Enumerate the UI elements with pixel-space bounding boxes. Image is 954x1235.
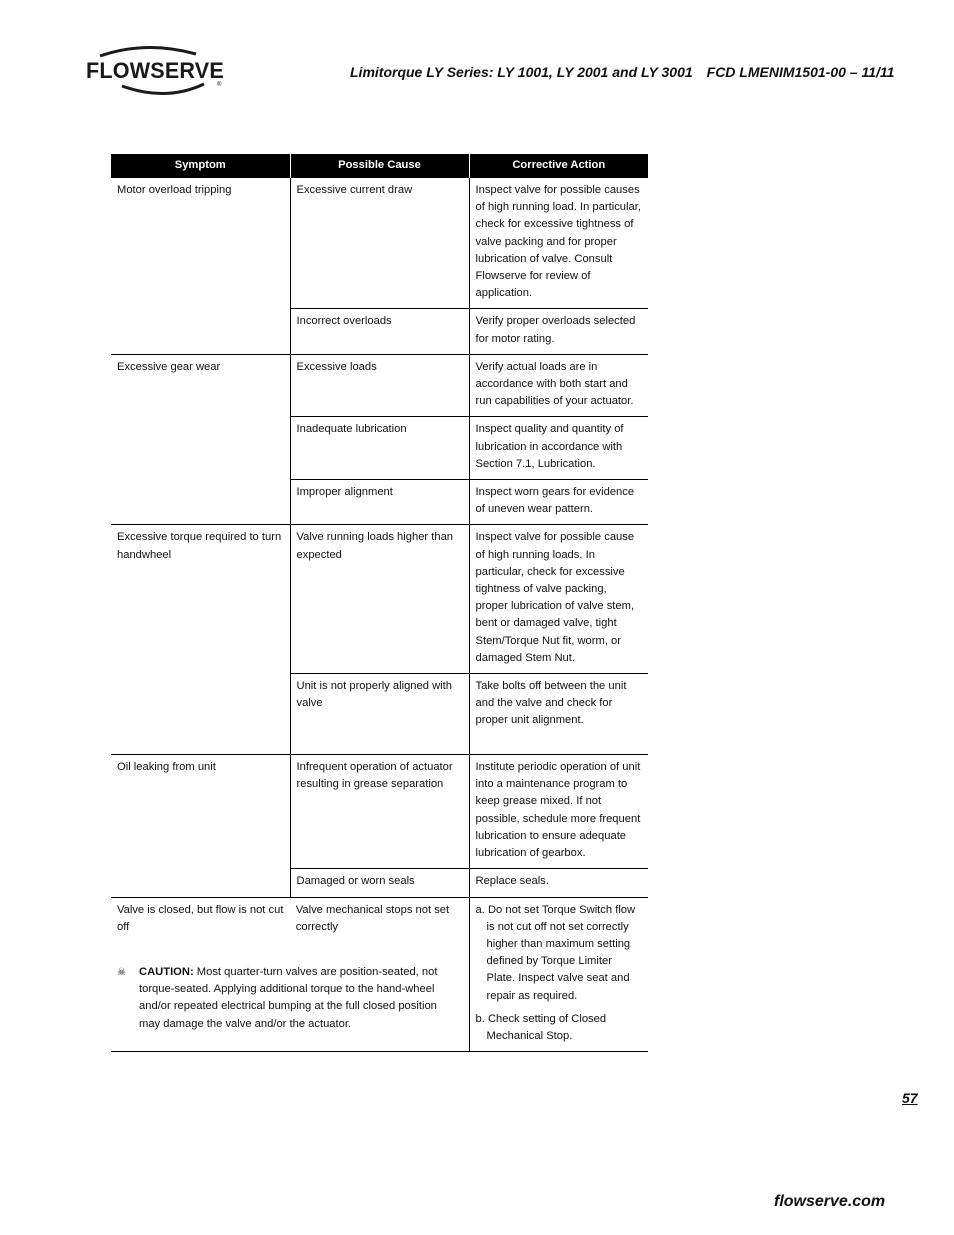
- logo-wordmark: FLOWSERVE: [86, 58, 224, 83]
- cause-cell: Valve running loads higher than expected: [290, 525, 469, 674]
- symptom-cell: Excessive gear wear: [111, 354, 290, 525]
- troubleshooting-table: [111, 154, 648, 1052]
- caution-label: CAUTION:: [139, 965, 194, 978]
- cause-cell: Improper alignment: [290, 480, 469, 525]
- symptom-cell: Excessive torque required to turn handwheel: [111, 525, 290, 755]
- table-row: [111, 178, 648, 309]
- caution-note: [111, 964, 469, 1047]
- caution-text: Most quarter-turn valves are position-seated, not torque-seated. Applying additional torque to the hand-wheel and/or repeated electrical bumping at the full closed position may damage the valve and/or the actuator.: [139, 965, 438, 1030]
- action-cell: [469, 897, 648, 1052]
- cause-cell: Inadequate lubrication: [290, 417, 469, 480]
- table-row: [111, 755, 648, 869]
- column-header-possible-cause: Possible Cause: [290, 154, 469, 178]
- document-code: FCD LMENIM1501-00 – 11/11: [706, 64, 895, 80]
- page-number: 57: [902, 1090, 918, 1106]
- action-cell: Inspect valve for possible causes of high running load. In particular, check for excessive tightness of valve packing and for proper lubrication of valve. Consult Flowserve for review of application.: [469, 178, 648, 309]
- action-cell: Inspect valve for possible cause of high running loads. In particular, check for excessive tightness of valve packing, proper lubrication of valve stem, bent or damaged valve, tight Stem/Torque Nut fit, worm, or damaged Stem Nut.: [469, 525, 648, 674]
- action-step-a: a. Do not set Torque Switch flow is not cut off not set correctly higher than maximum setting defined by Torque Limiter Plate. Inspect valve seat and repair as required.: [475, 903, 636, 1002]
- caution-icon: ☠: [117, 966, 126, 978]
- cause-cell: Valve mechanical stops not set correctly: [295, 903, 450, 933]
- action-cell: Inspect quality and quantity of lubrication in accordance with Section 7.1, Lubrication.: [469, 417, 648, 480]
- cause-cell: Damaged or worn seals: [290, 869, 469, 897]
- column-header-symptom: Symptom: [111, 154, 290, 178]
- action-cell: Inspect worn gears for evidence of uneven wear pattern.: [469, 480, 648, 525]
- cause-cell: Incorrect overloads: [290, 309, 469, 354]
- cause-cell: Infrequent operation of actuator resulting in grease separation: [290, 755, 469, 869]
- action-step-b: b. Check setting of Closed Mechanical Stop.: [475, 1012, 607, 1042]
- cause-cell: Excessive loads: [290, 354, 469, 417]
- column-header-corrective-action: Corrective Action: [469, 154, 648, 178]
- table-row: [111, 897, 648, 1052]
- table-header-row: [111, 154, 648, 178]
- action-cell: Institute periodic operation of unit into a maintenance program to keep grease mixed. If not possible, schedule more frequent lubrication to ensure adequate lubrication of gearbox.: [469, 755, 648, 869]
- cause-cell: Excessive current draw: [290, 178, 469, 309]
- logo-registered-mark: ®: [217, 82, 222, 88]
- table-row: [111, 525, 648, 674]
- symptom-cause-merged-cell: [111, 897, 469, 1052]
- action-cell: Take bolts off between the unit and the valve and check for proper unit alignment.: [469, 674, 648, 755]
- flowserve-logo: [86, 42, 226, 98]
- action-cell: Replace seals.: [469, 869, 648, 897]
- action-cell: Verify proper overloads selected for motor rating.: [469, 309, 648, 354]
- document-header: [350, 64, 894, 80]
- symptom-cell: Oil leaking from unit: [111, 755, 290, 897]
- cause-cell: Unit is not properly aligned with valve: [290, 674, 469, 755]
- symptom-cell: Motor overload tripping: [111, 178, 290, 354]
- document-title: Limitorque LY Series: LY 1001, LY 2001 and LY 3001: [350, 64, 693, 80]
- symptom-cell: Valve is closed, but flow is not cut off: [117, 903, 284, 933]
- table-row: [111, 354, 648, 417]
- action-cell: Verify actual loads are in accordance with both start and run capabilities of your actuator.: [469, 354, 648, 417]
- footer-website: flowserve.com: [774, 1193, 886, 1210]
